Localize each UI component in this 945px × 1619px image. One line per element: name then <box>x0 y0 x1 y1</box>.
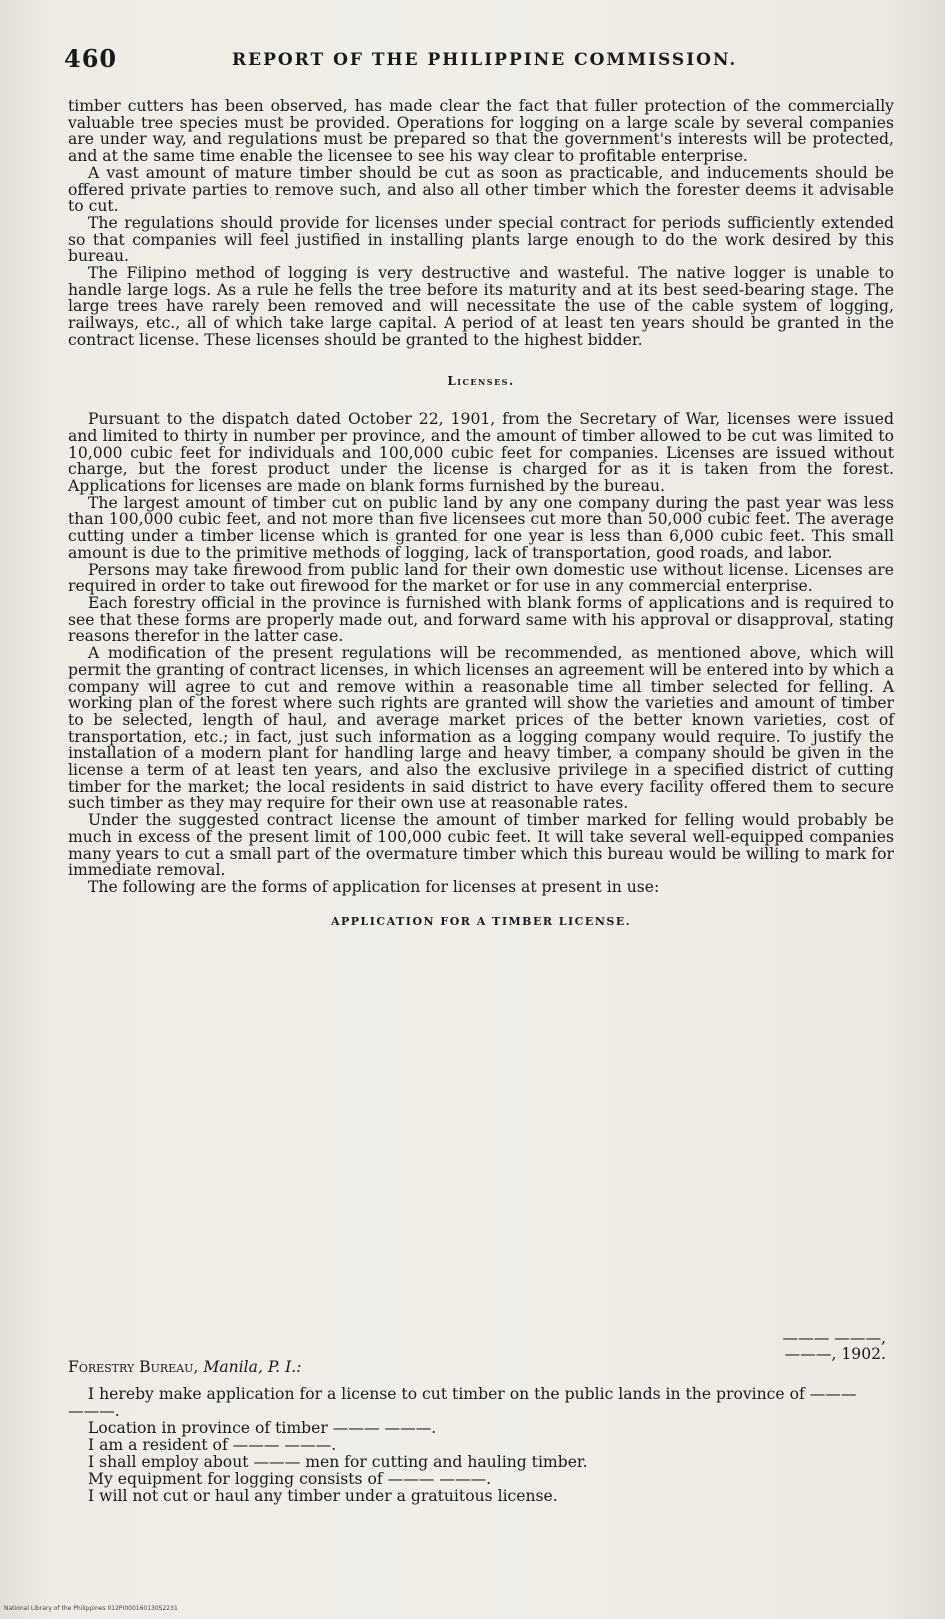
paragraph: A modification of the present regulations will be recommended, as mentioned above, which will permit the granting of contract licenses, in which licenses an agreement will be entered into by which a company will agree to cut and remove within a reasonable time all timber selected for felling. A working plan of the forest where such rights are granted will show the varieties and amount of timber to be selected, length of haul, and average market prices of the better known varieties, cost of transportation, etc.; in fact, just such information as a logging company would require. To justify the installation of a modern plant for handling large and heavy timber, a company should be given in the license a term of at least ten years, and also the exclusive privilege in a specified district of cutting timber for the market; the local residents in said district to have every facility offered them to secure such timber as they may require for their own use at reasonable rates. <box>68 644 894 813</box>
paragraph: The largest amount of timber cut on public land by any one company during the past year was less than 100,000 cubic feet, and not more than five licensees cut more than 50,000 cubic feet. The average cutting under a timber license which is granted for one year is less than 6,000 cubic feet. This small amount is due to the primitive methods of logging, lack of transportation, good roads, and labor. <box>68 493 894 562</box>
salutation-place: Manila, P. I.: <box>203 1358 302 1376</box>
paragraph: The Filipino method of logging is very destructive and wasteful. The native logger is unable to handle large logs. As a rule he fells the tree before its maturity and at its best seed-bearing stage. The large trees have rarely been removed and will necessitate the use of the cable system of logging, railways, etc., all of which take large capital. A period of at least ten years should be granted in the contract license. These licenses should be granted to the highest bidder. <box>68 264 894 349</box>
form-line: Location in province of timber ——— ———. <box>88 1419 437 1437</box>
form-title: APPLICATION FOR A TIMBER LICENSE. <box>330 914 632 928</box>
form-line: I will not cut or haul any timber under a gratuitous license. <box>88 1487 558 1505</box>
application-form <box>68 1330 894 1505</box>
salutation <box>68 1359 894 1376</box>
section-heading: Licenses. <box>447 373 515 388</box>
salutation-prefix: Forestry Bureau, <box>68 1358 204 1376</box>
date-line: ———, 1902. <box>784 1345 886 1363</box>
paragraph: Each forestry official in the province is furnished with blank forms of applications and is required to see that these forms are properly made out, and forward same with his approval or disapproval, stating reasons therefor in the latter case. <box>68 593 894 646</box>
paragraph: Persons may take firewood from public land for their own domestic use without license. Licenses are required in order to take out firewood for the market or for use in any commercial enterprise. <box>68 560 894 596</box>
paragraph: Pursuant to the dispatch dated October 22, 1901, from the Secretary of War, licenses were issued and limited to thirty in number per province, and the amount of timber allowed to be cut was limited to 10,000 cubic feet for individuals and 100,000 cubic feet for companies. Licenses are issued without charge, but the forest product under the license is charged for as it is taken from the forest. Applications for licenses are made on blank forms furnished by the bureau. <box>68 410 894 496</box>
form-line: My equipment for logging consists of ——— ———. <box>88 1470 492 1488</box>
paragraph: Under the suggested contract license the amount of timber marked for felling would probably be much in excess of the present limit of 100,000 cubic feet. It will take several well-equipped companies many years to cut a small part of the overmature timber which this bureau would be willing to mark for immediate removal. <box>68 811 894 880</box>
archive-footer-note: National Library of the Philippines 012PI00016013052231 <box>4 1605 178 1612</box>
form-line: I hereby make application for a license to cut timber on the public lands in the province of ——— ———. <box>68 1385 857 1420</box>
form-line: I am a resident of ——— ———. <box>88 1436 337 1454</box>
page-header <box>64 44 884 84</box>
running-title: REPORT OF THE PHILIPPINE COMMISSION. <box>232 50 738 70</box>
paragraph: The regulations should provide for licenses under special contract for periods sufficiently extended so that companies will feel justified in installing plants large enough to do the work desired by this bureau. <box>68 213 894 266</box>
form-line: I shall employ about ——— men for cutting and hauling timber. <box>88 1453 588 1471</box>
page-number: 460 <box>64 44 118 73</box>
paragraph: The following are the forms of application for licenses at present in use: <box>88 877 660 896</box>
paragraph: A vast amount of mature timber should be cut as soon as practicable, and inducements should be offered private parties to remove such, and also all other timber which the forester deems it advisable to cut. <box>68 163 894 216</box>
date-line-top: ——— ———, <box>782 1329 886 1347</box>
body-text <box>68 98 894 948</box>
paragraph: timber cutters has been observed, has made clear the fact that fuller protection of the commercially valuable tree species must be provided. Operations for logging on a large scale by several companies are under way, and regulations must be prepared so that the government's interests will be protected, and at the same time enable the licensee to see his way clear to profitable enterprise. <box>68 97 894 166</box>
